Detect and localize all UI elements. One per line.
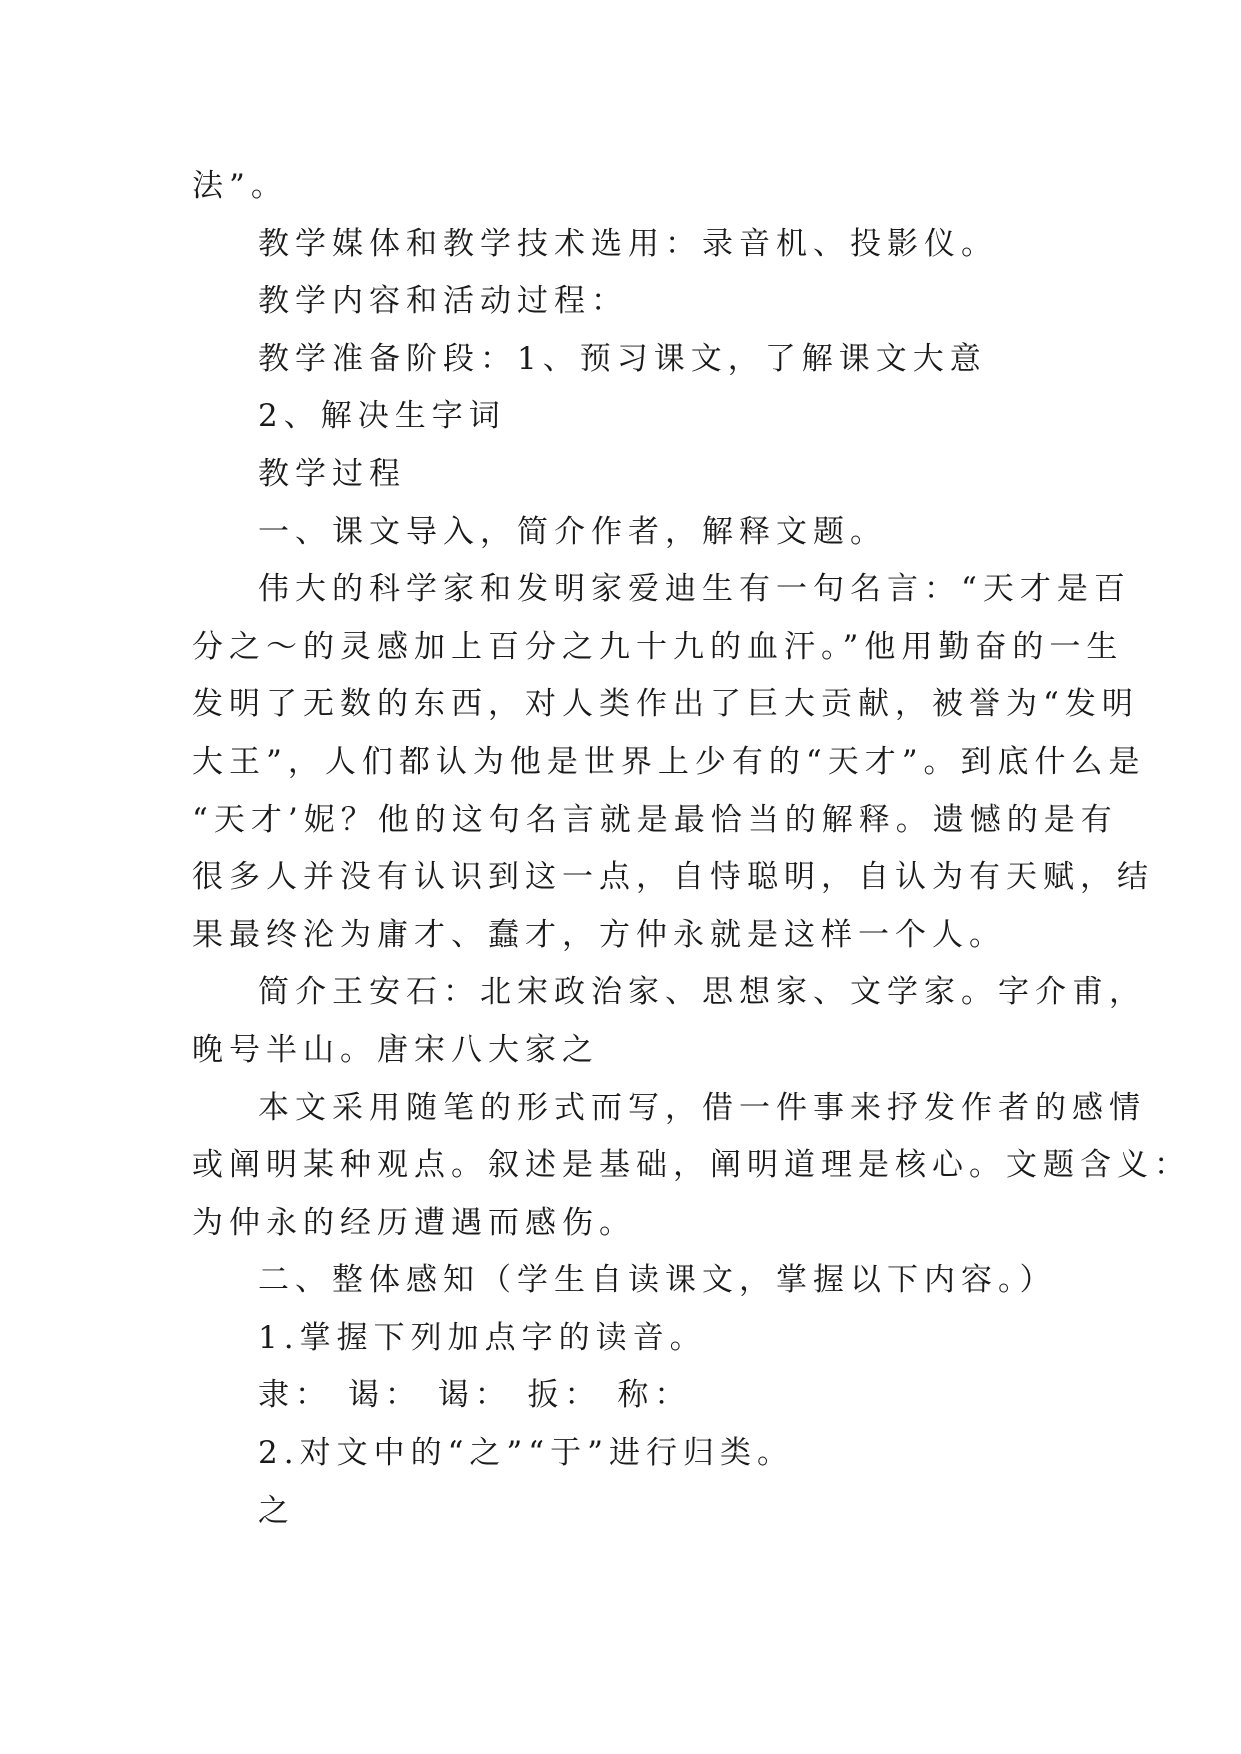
paragraph-line: 教学内容和活动过程： [258,283,628,320]
list-item: 2.对文中的“之”“于”进行归类。 [258,1435,794,1472]
paragraph-line: 伟大的科学家和发明家爱迪生有一句名言：“天才是百 [258,571,1131,608]
paragraph-line: 之 [258,1492,295,1529]
section-heading: 教学过程 [258,455,406,492]
paragraph-line: 教学媒体和教学技术选用：录音机、投影仪。 [258,225,998,262]
paragraph-line: 为仲永的经历遭遇而感伤。 [192,1204,636,1241]
paragraph-line: 很多人并没有认识到这一点，自恃聪明，自认为有天赋，结 [192,859,1154,896]
section-heading: 二、整体感知（学生自读课文，掌握以下内容。） [258,1262,1057,1299]
paragraph-line: 或阐明某种观点。叙述是基础，阐明道理是核心。文题含义： [192,1147,1191,1184]
paragraph-line: 大王”，人们都认为他是世界上少有的“天才”。到底什么是 [192,743,1146,780]
list-item: 隶： 谒： 谒： 扳： 称： [258,1377,692,1414]
paragraph-line: 法”。 [192,168,288,204]
section-heading: 一、课文导入，简介作者，解释文题。 [258,513,887,550]
paragraph-line: 晚号半山。唐宋八大家之 [192,1031,599,1068]
paragraph-line: “天才’妮？他的这句名言就是最恰当的解释。遗憾的是有 [192,801,1118,838]
paragraph-line: 2、解决生字词 [258,398,506,435]
paragraph-line: 本文采用随笔的形式而写，借一件事来抒发作者的感情 [258,1089,1146,1126]
paragraph-line: 发明了无数的东西，对人类作出了巨大贡献，被誉为“发明 [192,686,1139,723]
paragraph-line: 果最终沦为庸才、蠢才，方仲永就是这样一个人。 [192,916,1006,953]
paragraph-line: 教学准备阶段：1、预习课文，了解课文大意 [258,340,987,377]
document-page [192,158,1191,1540]
paragraph-line: 简介王安石：北宋政治家、思想家、文学家。字介甫， [258,974,1146,1011]
paragraph-line: 分之～的灵感加上百分之九十九的血汗。”他用勤奋的一生 [192,628,1124,665]
list-item: 1.掌握下列加点字的读音。 [258,1319,707,1356]
